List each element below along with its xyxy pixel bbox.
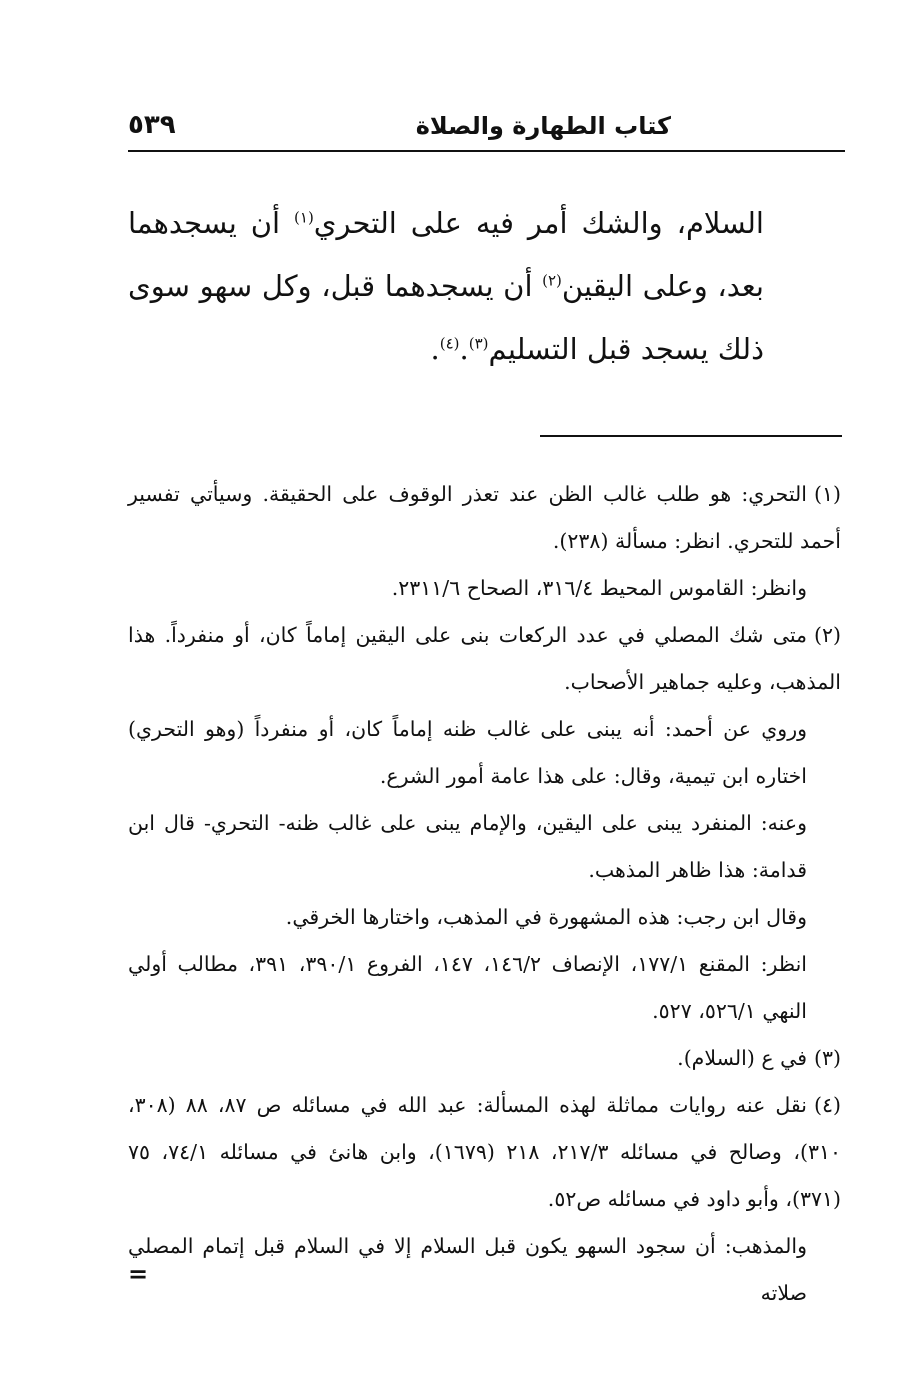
footnote-1-line: وانظر: القاموس المحيط ٣١٦/٤، الصحاح ٢٣١١/٦. — [391, 576, 807, 600]
running-header — [128, 110, 841, 150]
footnote-number: (١) — [813, 482, 841, 506]
footnote-ref: (٤) — [439, 334, 460, 353]
footnote-ref: (٢) — [542, 271, 562, 290]
footnote-number: (٤) — [814, 1093, 842, 1117]
main-text-part: السلام، والشك أمر فيه على التحري — [313, 206, 764, 240]
footnote-text: في ع (السلام). — [677, 1046, 807, 1070]
footnote-text: متى شك المصلي في عدد الركعات بنى على اليقين إماماً كان، أو منفرداً. هذا المذهب، وعليه جماهير الأصحاب. — [128, 623, 841, 694]
footnote-2-line: وقال ابن رجب: هذه المشهورة في المذهب، واختارها الخرقي. — [285, 905, 807, 929]
footnote-2-line: وعنه: المنفرد يبنى على اليقين، والإمام يبنى على غالب ظنه- التحري- قال ابن قدامة: هذا ظاهر المذهب. — [128, 811, 807, 882]
footnote-2-line: وروي عن أحمد: أنه يبنى على غالب ظنه إماماً كان، أو منفرداً (وهو التحري) اختاره ابن تيمية، وقال: على هذا عامة أمور الشرع. — [128, 717, 807, 788]
footnote-3 — [128, 1035, 841, 1082]
footnote-4-line: والمذهب: أن سجود السهو يكون قبل السلام إلا في السلام قبل إتمام المصلي صلاته — [128, 1234, 807, 1305]
main-text-part: أن يسجدهما قبل، وكل سهو سوى ذلك يسجد قبل التسليم — [128, 269, 764, 366]
main-paragraph — [128, 192, 764, 381]
book-title: كتاب الطهارة والصلاة — [415, 112, 671, 140]
main-text-part: . — [430, 332, 440, 366]
footnote-2 — [128, 612, 841, 706]
main-text-part: أن يسجدهما بعد، وعلى اليقين — [128, 206, 764, 303]
footnote-2-line: انظر: المقنع ١٧٧/١، الإنصاف ١٤٦/٢، ١٤٧، الفروع ٣٩٠/١، ٣٩١، مطالب أولي النهي ٥٢٦/١، ٥٢٧. — [128, 952, 808, 1023]
footnote-text: التحري: هو طلب غالب الظن عند تعذر الوقوف على الحقيقة. وسيأتي تفسير أحمد للتحري. انظر: مسألة (٢٣٨). — [128, 482, 841, 553]
footnote-4 — [128, 1082, 841, 1223]
continuation-mark: = — [128, 1260, 149, 1288]
page-number: ٥٣٩ — [128, 110, 176, 140]
header-rule — [128, 150, 845, 152]
footnote-ref: (١) — [294, 208, 314, 227]
footnote-text: نقل عنه روايات مماثلة لهذه المسألة: عبد الله في مسائله ص ٨٧، ٨٨ (٣٠٨، ٣١٠)، وصالح في مسائله ٢١٧/٣، ٢١٨ (١٦٧٩)، وابن هانئ في مسائله ٧٤/١، ٧٥ (٣٧١)، وأبو داود في مسائله ص٥٢. — [128, 1093, 841, 1211]
footnote-number: (٣) — [813, 1046, 841, 1070]
footnote-number: (٢) — [813, 623, 841, 647]
footnotes — [128, 471, 841, 1317]
footnote-separator — [540, 435, 842, 437]
main-text-part: . — [459, 332, 469, 366]
footnote-1 — [128, 471, 841, 565]
main-text — [128, 192, 764, 381]
footnote-ref: (٣) — [468, 334, 489, 353]
